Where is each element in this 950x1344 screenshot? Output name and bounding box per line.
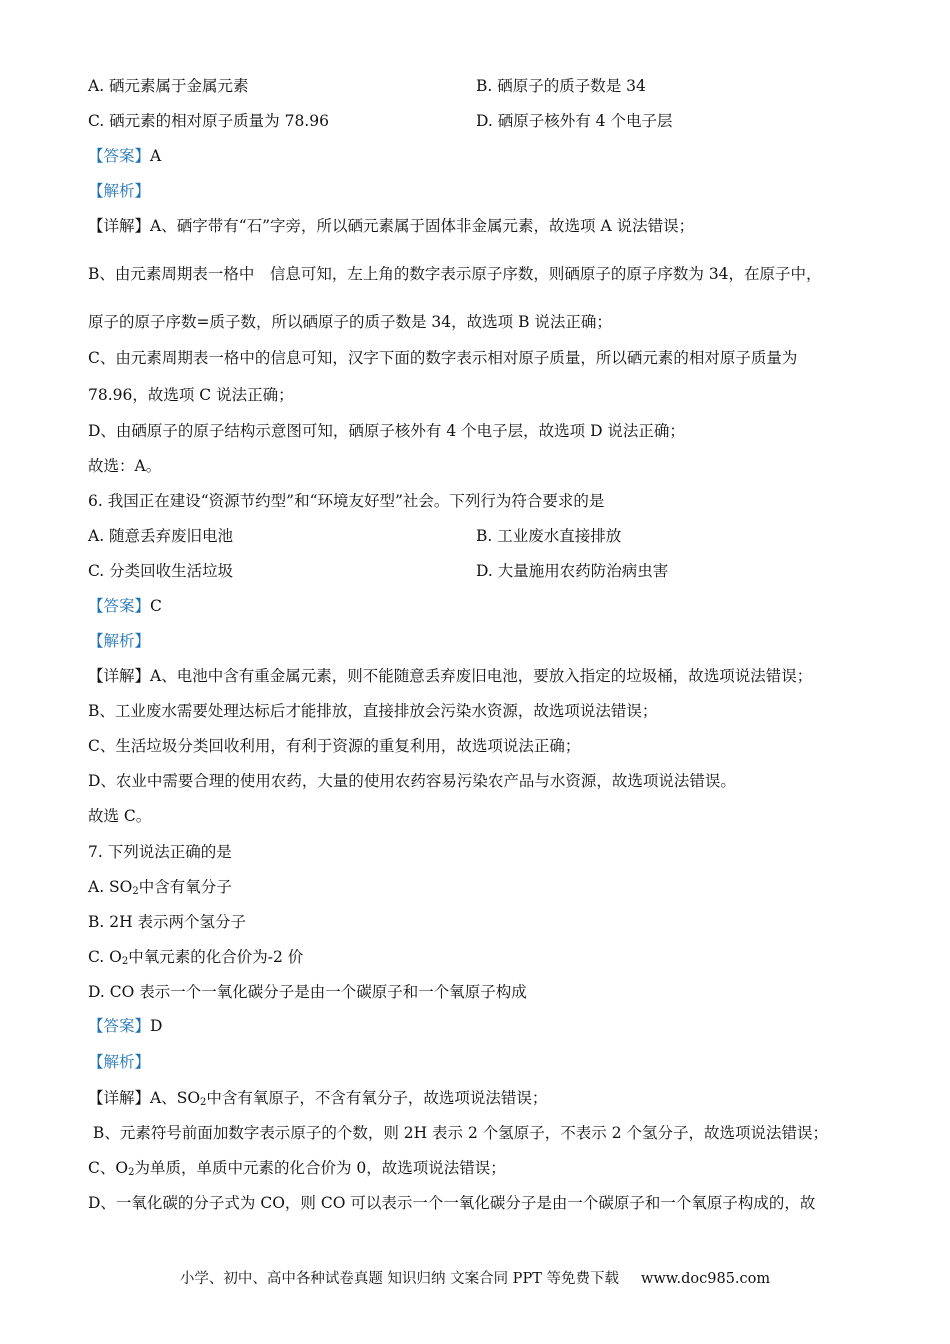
answer-tag: 【答案】	[88, 147, 151, 165]
detail-text: A、硒字带有“石”字旁，所以硒元素属于固体非金属元素，故选项 A 说法错误；	[150, 217, 695, 235]
analysis-tag: 【解析】	[88, 632, 151, 650]
q7-detail-1	[88, 1088, 547, 1113]
q7-option-b: B. 2H 表示两个氢分子	[88, 913, 247, 931]
subscript: 2	[132, 886, 139, 897]
q6-analysis-tag	[88, 631, 150, 651]
q6-detail-3: C、生活垃圾分类回收利用，有利于资源的重复利用，故选项说法正确；	[88, 737, 581, 755]
q6-detail-4: D、农业中需要合理的使用农药，大量的使用农药容易污染农产品与水资源，故选项说法错误。	[88, 772, 736, 790]
detail-text: A、电池中含有重金属元素，则不能随意丢弃废旧电池，要放入指定的垃圾桶，故选项说法错误；	[150, 667, 813, 685]
q7-stem: 7. 下列说法正确的是	[88, 843, 232, 861]
q5-analysis-tag	[88, 181, 150, 201]
q5-detail-1	[88, 216, 694, 236]
subscript: 2	[128, 1167, 135, 1178]
analysis-tag: 【解析】	[88, 1053, 151, 1071]
q5-option-c: C. 硒元素的相对原子质量为 78.96	[88, 112, 329, 130]
q5-detail-3: 原子的原子序数=质子数，所以硒原子的质子数是 34，故选项 B 说法正确；	[88, 313, 612, 331]
q5-option-d: D. 硒原子核外有 4 个电子层	[476, 112, 673, 130]
q6-stem: 6. 我国正在建设“资源节约型”和“环境友好型”社会。下列行为符合要求的是	[88, 492, 605, 510]
footer-text: 小学、初中、高中各种试卷真题 知识归纳 文案合同 PPT 等免费下载	[179, 1271, 619, 1287]
detail-text: 为单质，单质中元素的化合价为 0，故选项说法错误；	[134, 1159, 506, 1177]
answer-value: D	[150, 1017, 163, 1035]
q5-option-a: A. 硒元素属于金属元素	[88, 77, 249, 95]
q7-option-c	[88, 947, 303, 972]
option-text: A. SO	[88, 878, 133, 896]
q7-analysis-tag	[88, 1052, 150, 1072]
detail-text: C、O	[88, 1159, 129, 1177]
q6-option-c: C. 分类回收生活垃圾	[88, 562, 234, 580]
q5-detail-4: C、由元素周期表一格中的信息可知，汉字下面的数字表示相对原子质量，所以硒元素的相对原子质量为	[88, 349, 798, 367]
q6-option-b: B. 工业废水直接排放	[476, 527, 622, 545]
q5-answer	[88, 146, 161, 166]
q5-detail-5: 78.96，故选项 C 说法正确；	[88, 386, 294, 404]
detail-text: 中含有氧原子，不含有氧分子，故选项说法错误；	[206, 1089, 548, 1107]
q5-detail-2: B、由元素周期表一格中 信息可知，左上角的数字表示原子序数，则硒原子的原子序数为 34，在原子中，	[88, 265, 822, 283]
detail-text: A、SO	[150, 1089, 201, 1107]
q6-detail-1	[88, 666, 812, 686]
q7-detail-3	[88, 1158, 506, 1183]
option-text: C. O	[88, 948, 122, 966]
option-text: 中含有氧分子	[138, 878, 232, 896]
q6-option-a: A. 随意丢弃废旧电池	[88, 527, 234, 545]
q7-option-a	[88, 877, 232, 902]
answer-tag: 【答案】	[88, 597, 151, 615]
q5-conclusion: 故选：A。	[88, 457, 162, 475]
q6-conclusion: 故选 C。	[88, 807, 152, 825]
footer-site-link[interactable]: www.doc985.com	[640, 1271, 771, 1287]
answer-tag: 【答案】	[88, 1017, 151, 1035]
subscript: 2	[121, 956, 129, 967]
q6-answer	[88, 596, 162, 616]
detail-tag: 【详解】	[88, 1089, 151, 1107]
q6-detail-2: B、工业废水需要处理达标后才能排放，直接排放会污染水资源，故选项说法错误；	[88, 702, 658, 720]
q6-option-d: D. 大量施用农药防治病虫害	[476, 562, 669, 580]
q7-option-d: D. CO 表示一个一氧化碳分子是由一个碳原子和一个氧原子构成	[88, 983, 527, 1001]
q5-option-b: B. 硒原子的质子数是 34	[476, 77, 646, 95]
subscript: 2	[200, 1097, 207, 1108]
q7-answer	[88, 1016, 162, 1036]
q7-detail-4: D、一氧化碳的分子式为 CO，则 CO 可以表示一个一氧化碳分子是由一个碳原子和一个氧原子构成的，故	[88, 1194, 816, 1212]
analysis-tag: 【解析】	[88, 182, 151, 200]
option-text: 中氧元素的化合价为-2 价	[128, 948, 304, 966]
detail-tag: 【详解】	[88, 667, 151, 685]
q7-detail-2: B、元素符号前面加数字表示原子的个数，则 2H 表示 2 个氢原子，不表示 2 个氢分子，故选项说法错误；	[88, 1124, 828, 1142]
detail-tag: 【详解】	[88, 217, 151, 235]
page-footer	[0, 1269, 950, 1289]
q5-detail-6: D、由硒原子的原子结构示意图可知，硒原子核外有 4 个电子层，故选项 D 说法正确；	[88, 422, 685, 440]
answer-value: A	[150, 147, 162, 165]
answer-value: C	[150, 597, 162, 615]
